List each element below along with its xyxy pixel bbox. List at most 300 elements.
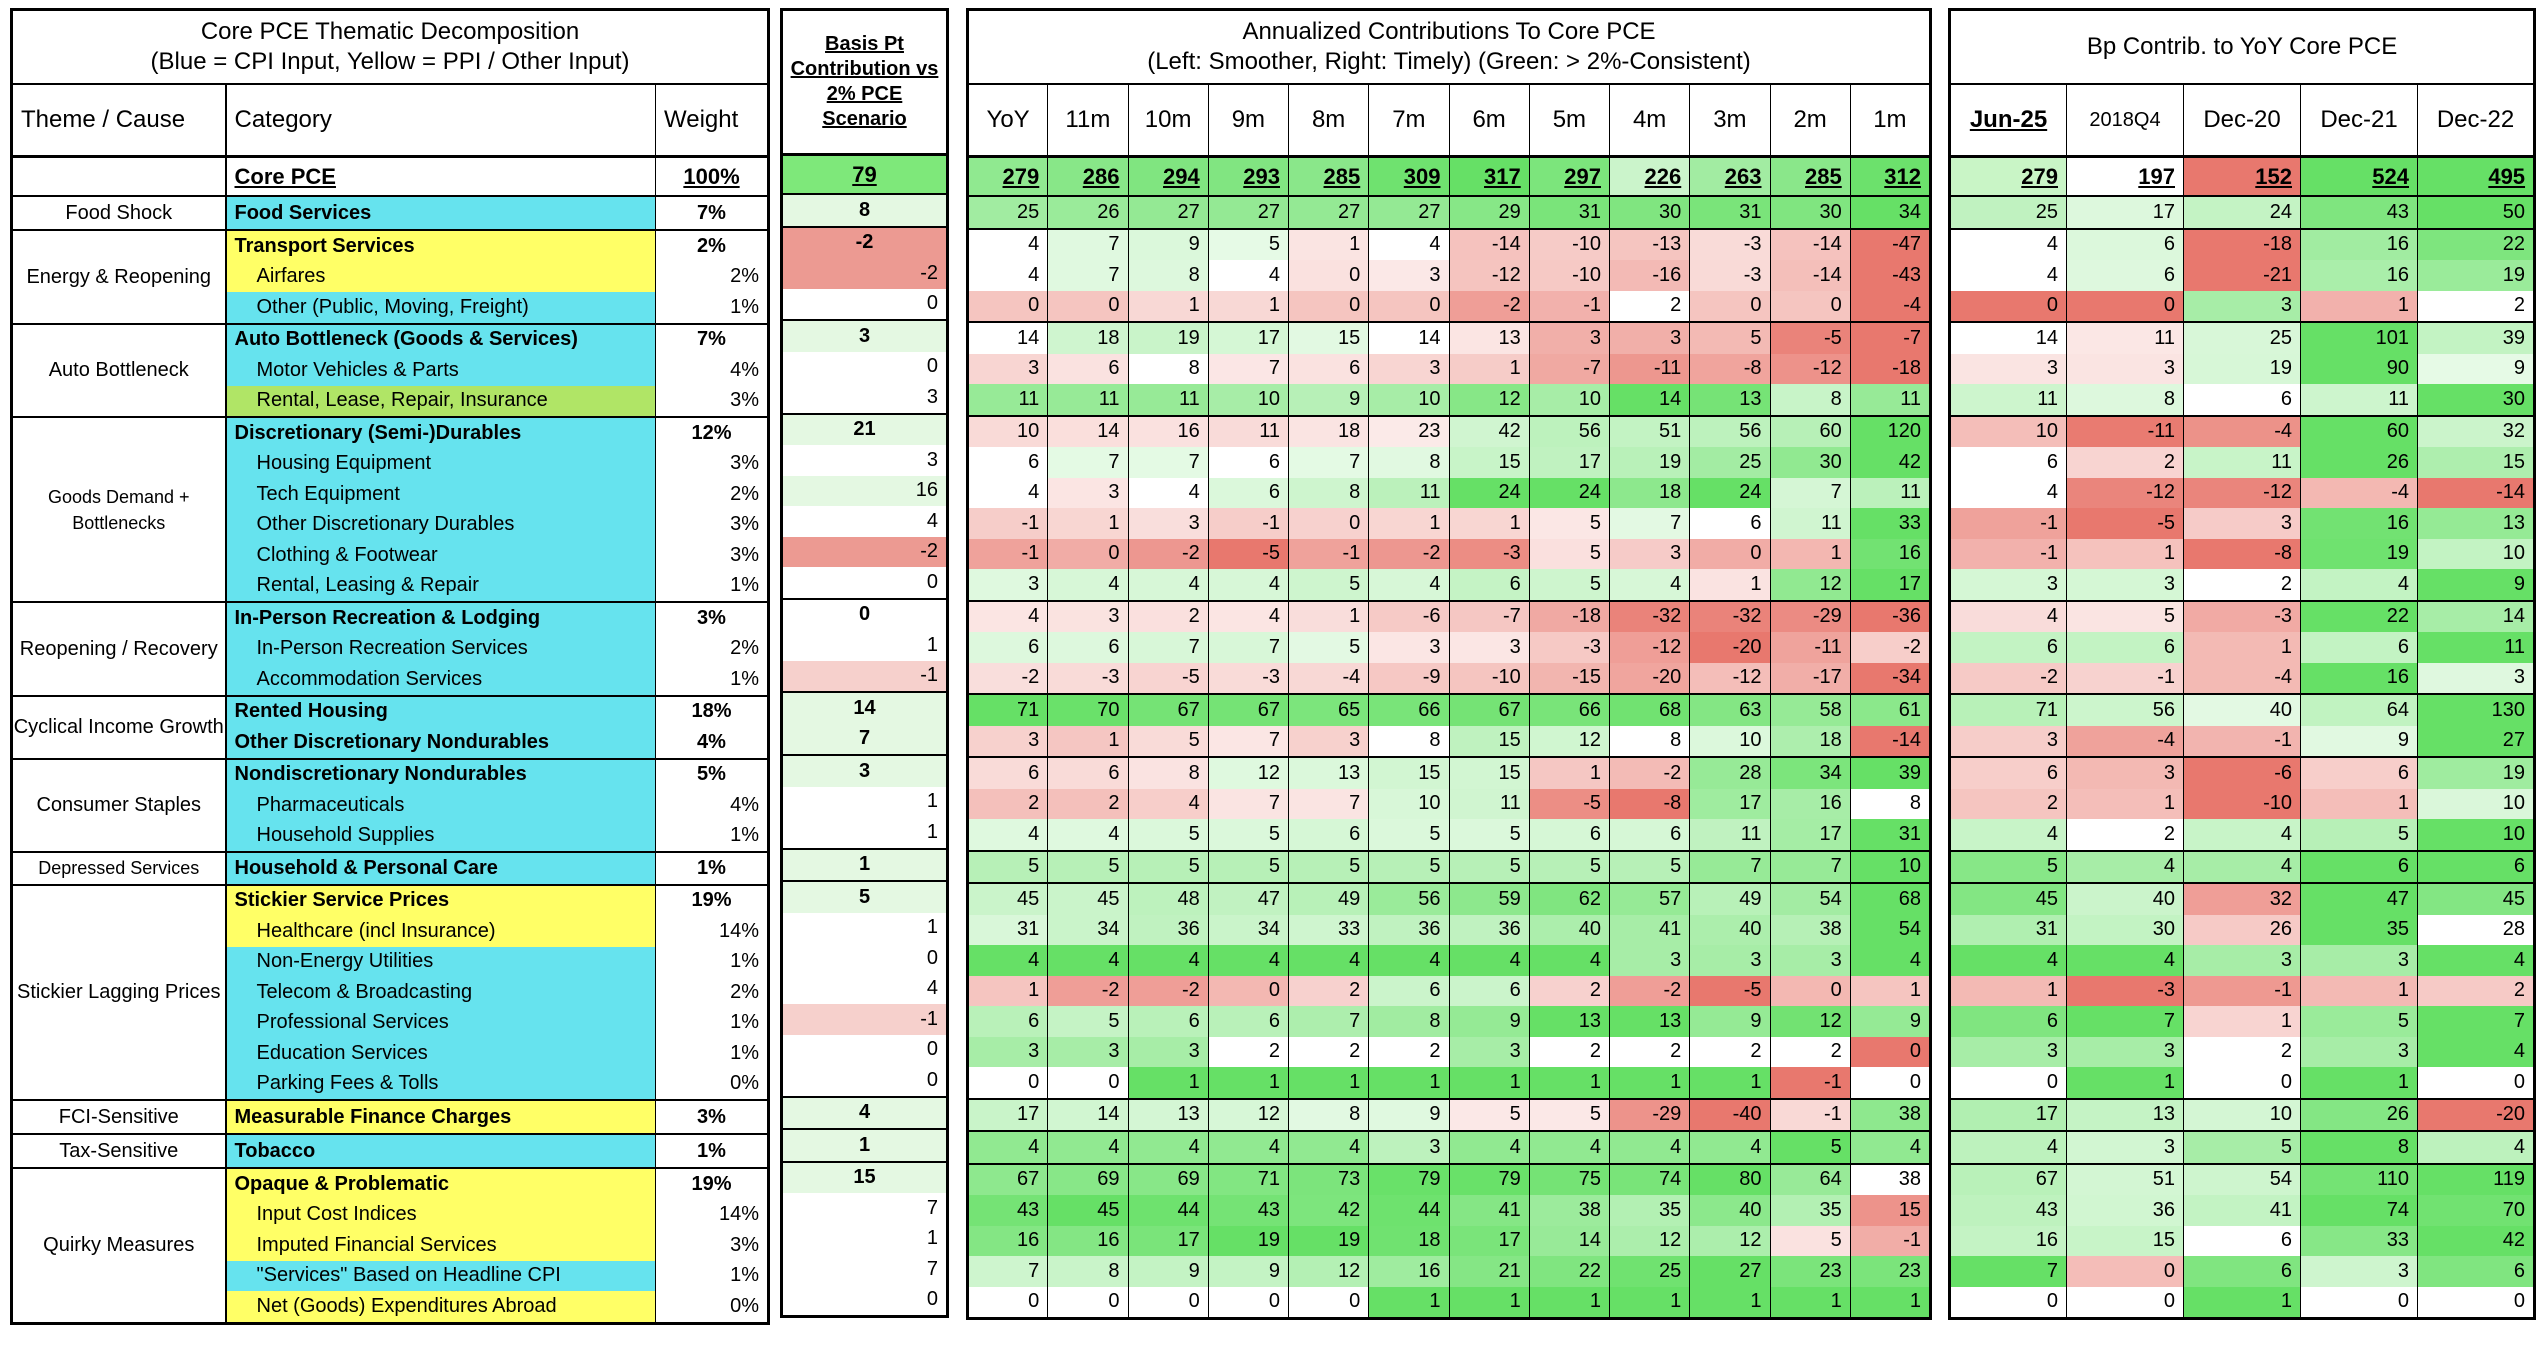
bp-value: 0 — [782, 289, 948, 321]
annualized-value: 2 — [1770, 1037, 1850, 1068]
annualized-value: -10 — [1529, 260, 1609, 291]
annualized-value: 4 — [1128, 569, 1208, 601]
yoy-value: 0 — [1950, 1067, 2067, 1099]
annualized-value: 6 — [1048, 632, 1128, 663]
annualized-value: 79 — [1449, 1164, 1529, 1196]
annualized-value: 5 — [1128, 726, 1208, 758]
annualized-row — [968, 976, 1931, 1007]
category-name: Stickier Service Prices — [226, 885, 656, 917]
annualized-value: 54 — [1850, 915, 1930, 946]
yoy-value: 6 — [1950, 632, 2067, 663]
annualized-value: -2 — [1128, 539, 1208, 570]
annualized-value: -8 — [1690, 354, 1770, 385]
category-panel — [10, 8, 770, 1325]
yoy-row — [1950, 229, 2535, 261]
annualized-row — [968, 1195, 1931, 1226]
annualized-value: 4 — [968, 819, 1048, 851]
bp-row — [782, 849, 948, 882]
bp-row — [782, 1097, 948, 1130]
annualized-value: 12 — [1208, 1099, 1288, 1132]
yoy-value: 3 — [2184, 945, 2301, 976]
annualized-value: -18 — [1850, 354, 1930, 385]
annualized-row — [968, 1287, 1931, 1319]
annualized-value: 8 — [1770, 384, 1850, 416]
annualized-value: 24 — [1449, 478, 1529, 509]
annualized-value: 34 — [1850, 196, 1930, 229]
annualized-value: 3 — [1770, 945, 1850, 976]
yoy-value: 28 — [2418, 915, 2535, 946]
yoy-value: 1 — [2184, 1006, 2301, 1037]
bp-row — [782, 1129, 948, 1162]
annualized-value: 7 — [1208, 354, 1288, 385]
annualized-value: 8 — [1128, 354, 1208, 385]
yoy-value: 10 — [2418, 789, 2535, 820]
annualized-row — [968, 663, 1931, 695]
annualized-core-value: 309 — [1369, 157, 1449, 197]
yoy-value: 56 — [2067, 694, 2184, 726]
annualized-value: 2 — [1048, 789, 1128, 820]
annualized-value: 8 — [1289, 478, 1369, 509]
yoy-value: 3 — [2067, 354, 2184, 385]
bp-value: -2 — [782, 258, 948, 289]
yoy-value: 2 — [2184, 569, 2301, 601]
annualized-value: -43 — [1850, 260, 1930, 291]
category-name: Professional Services — [226, 1008, 656, 1039]
annualized-value: 5 — [1289, 851, 1369, 884]
annualized-value: 0 — [968, 1287, 1048, 1319]
annualized-value: 11 — [968, 384, 1048, 416]
annualized-value: 4 — [1208, 569, 1288, 601]
annualized-value: -7 — [1449, 601, 1529, 633]
bp-value: 0 — [782, 1285, 948, 1317]
annualized-value: 2 — [1610, 1037, 1690, 1068]
yoy-value: -18 — [2184, 229, 2301, 261]
yoy-value: 4 — [1950, 945, 2067, 976]
yoy-value: 70 — [2418, 1195, 2535, 1226]
annualized-value: -20 — [1610, 663, 1690, 695]
annualized-value: -29 — [1770, 601, 1850, 633]
annualized-value: 56 — [1690, 416, 1770, 448]
yoy-value: 8 — [2067, 384, 2184, 416]
yoy-value: 40 — [2067, 883, 2184, 915]
annualized-value: 49 — [1289, 883, 1369, 915]
yoy-value: 6 — [2301, 757, 2418, 789]
annualized-value: 38 — [1770, 915, 1850, 946]
annualized-value: 11 — [1690, 819, 1770, 851]
category-name: Tobacco — [226, 1134, 656, 1168]
bp-contribution-panel — [780, 8, 949, 1318]
annualized-value: -14 — [1770, 229, 1850, 261]
yoy-value: 4 — [2418, 945, 2535, 976]
annualized-value: 3 — [968, 569, 1048, 601]
category-weight: 1% — [656, 1134, 769, 1168]
annualized-value: 0 — [1850, 1037, 1930, 1068]
annualized-row — [968, 478, 1931, 509]
yoy-value: 16 — [2301, 229, 2418, 261]
yoy-core-value: 197 — [2067, 157, 2184, 197]
annualized-value: 1 — [1690, 1067, 1770, 1099]
annualized-value: 34 — [1208, 915, 1288, 946]
annualized-row — [968, 1006, 1931, 1037]
annualized-value: 57 — [1610, 883, 1690, 915]
annualized-value: 4 — [968, 478, 1048, 509]
annualized-value: -1 — [1208, 508, 1288, 539]
annualized-value: 3 — [968, 726, 1048, 758]
annualized-value: 11 — [1850, 384, 1930, 416]
yoy-row — [1950, 539, 2535, 570]
annualized-value: 0 — [1208, 1287, 1288, 1319]
yoy-value: 3 — [2184, 291, 2301, 323]
annualized-row — [968, 757, 1931, 789]
theme-label — [12, 885, 226, 1101]
annualized-value: -14 — [1449, 229, 1529, 261]
category-weight: 14% — [656, 1200, 769, 1231]
annualized-value: 16 — [1770, 789, 1850, 820]
yoy-row — [1950, 726, 2535, 758]
yoy-value: 0 — [2184, 1067, 2301, 1099]
yoy-value: 1 — [2301, 1067, 2418, 1099]
category-weight: 2% — [656, 977, 769, 1008]
bp-value: -2 — [782, 227, 948, 259]
annualized-value: 1 — [1369, 508, 1449, 539]
annualized-value: 17 — [1850, 569, 1930, 601]
annualized-value: 7 — [1048, 260, 1128, 291]
annualized-value: 79 — [1369, 1164, 1449, 1196]
annualized-value: 6 — [1529, 819, 1609, 851]
theme-label-text: Depressed Services — [38, 858, 200, 879]
annualized-value: 60 — [1770, 416, 1850, 448]
annualized-column-header: 4m — [1610, 84, 1690, 157]
bp-value: 4 — [782, 506, 948, 537]
theme-label-text: Stickier Lagging Prices — [17, 981, 221, 1004]
yoy-value: 3 — [1950, 569, 2067, 601]
annualized-value: 35 — [1770, 1195, 1850, 1226]
annualized-value: 3 — [1369, 260, 1449, 291]
annualized-value: 2 — [1529, 976, 1609, 1007]
annualized-value: 10 — [968, 416, 1048, 448]
yoy-value: 1 — [2301, 976, 2418, 1007]
theme-label — [12, 1134, 226, 1168]
yoy-value: 4 — [1950, 1131, 2067, 1164]
yoy-value: 6 — [2301, 851, 2418, 884]
annualized-value: 31 — [1850, 819, 1930, 851]
annualized-value: -2 — [1449, 291, 1529, 323]
yoy-value: 51 — [2067, 1164, 2184, 1196]
annualized-value: 38 — [1850, 1099, 1930, 1132]
category-row — [12, 1134, 769, 1168]
weight-column-header: Weight — [656, 84, 769, 157]
yoy-value: 10 — [1950, 416, 2067, 448]
category-weight: 1% — [656, 1008, 769, 1039]
annualized-value: 4 — [1128, 478, 1208, 509]
annualized-row — [968, 508, 1931, 539]
annualized-value: 45 — [968, 883, 1048, 915]
annualized-value: -5 — [1690, 976, 1770, 1007]
yoy-value: 41 — [2184, 1195, 2301, 1226]
annualized-value: 7 — [1770, 478, 1850, 509]
annualized-value: 7 — [1610, 508, 1690, 539]
category-weight: 1% — [656, 1261, 769, 1292]
annualized-value: 18 — [1610, 478, 1690, 509]
annualized-value: 13 — [1289, 757, 1369, 789]
annualized-value: 11 — [1048, 384, 1128, 416]
annualized-value: 0 — [1208, 976, 1288, 1007]
annualized-value: 5 — [1529, 508, 1609, 539]
annualized-value: 4 — [1529, 1131, 1609, 1164]
annualized-value: 1 — [1369, 1287, 1449, 1319]
annualized-value: 51 — [1610, 416, 1690, 448]
theme-label-text: Goods Demand + Bottlenecks — [47, 486, 190, 533]
annualized-value: 1 — [1449, 1067, 1529, 1099]
annualized-row — [968, 851, 1931, 884]
annualized-value: 7 — [1770, 851, 1850, 884]
yoy-value: 6 — [2067, 260, 2184, 291]
category-weight: 3% — [656, 602, 769, 634]
annualized-value: 27 — [1690, 1256, 1770, 1287]
bp-value: 4 — [782, 1097, 948, 1130]
yoy-value: 6 — [2418, 851, 2535, 884]
annualized-value: 5 — [1369, 819, 1449, 851]
bp-row — [782, 476, 948, 507]
annualized-value: 27 — [1289, 196, 1369, 229]
bp-value: 15 — [782, 1162, 948, 1194]
annualized-value: 6 — [1128, 1006, 1208, 1037]
yoy-value: 32 — [2418, 416, 2535, 448]
annualized-value: 25 — [1610, 1256, 1690, 1287]
theme-label-text: FCI-Sensitive — [58, 1106, 179, 1128]
category-name: Other Discretionary Durables — [226, 510, 656, 541]
bp-row — [782, 567, 948, 599]
annualized-value: 47 — [1208, 883, 1288, 915]
yoy-value: 4 — [2067, 851, 2184, 884]
yoy-row — [1950, 945, 2535, 976]
annualized-value: 9 — [1208, 1256, 1288, 1287]
yoy-row — [1950, 819, 2535, 851]
yoy-value: 4 — [1950, 260, 2067, 291]
annualized-value: 17 — [1449, 1226, 1529, 1257]
bp-row — [782, 414, 948, 446]
yoy-value: 16 — [2301, 260, 2418, 291]
annualized-value: 24 — [1690, 478, 1770, 509]
annualized-value: 71 — [1208, 1164, 1288, 1196]
category-name: Household & Personal Care — [226, 852, 656, 885]
bp-row — [782, 661, 948, 693]
theme-label-text: Cyclical Income Growth — [13, 716, 224, 738]
bp-row — [782, 1004, 948, 1035]
annualized-value: 68 — [1610, 694, 1690, 726]
yoy-value: 0 — [2067, 291, 2184, 323]
yoy-value: 27 — [2418, 726, 2535, 758]
annualized-core-value: 317 — [1449, 157, 1529, 197]
yoy-value: 4 — [1950, 229, 2067, 261]
yoy-value: 45 — [1950, 883, 2067, 915]
yoy-value: 1 — [2067, 1067, 2184, 1099]
annualized-value: -5 — [1208, 539, 1288, 570]
category-name: Input Cost Indices — [226, 1200, 656, 1231]
yoy-value: 26 — [2301, 447, 2418, 478]
bp-row — [782, 943, 948, 974]
annualized-value: 66 — [1529, 694, 1609, 726]
yoy-value: 6 — [2184, 1256, 2301, 1287]
bp-row — [782, 227, 948, 259]
annualized-value: 14 — [968, 322, 1048, 354]
theme-label-text: Consumer Staples — [36, 794, 202, 817]
bp-row — [782, 881, 948, 913]
yoy-value: 7 — [1950, 1256, 2067, 1287]
annualized-value: -12 — [1449, 260, 1529, 291]
annualized-value: 4 — [1369, 569, 1449, 601]
annualized-value: 3 — [1449, 1037, 1529, 1068]
theme-label — [12, 602, 226, 696]
annualized-value: 35 — [1610, 1195, 1690, 1226]
bp-row — [782, 320, 948, 352]
annualized-value: 1 — [1208, 291, 1288, 323]
category-weight: 1% — [656, 947, 769, 978]
annualized-value: 3 — [1289, 726, 1369, 758]
yoy-value: 17 — [2067, 196, 2184, 229]
annualized-value: 1 — [1690, 569, 1770, 601]
bp-row — [782, 382, 948, 414]
annualized-value: 7 — [1048, 229, 1128, 261]
yoy-value: -4 — [2184, 416, 2301, 448]
yoy-value: 6 — [2184, 1226, 2301, 1257]
category-row — [12, 417, 769, 449]
annualized-value: 31 — [968, 915, 1048, 946]
annualized-title-line-1: Annualized Contributions To Core PCE — [1242, 18, 1656, 45]
yoy-value: 3 — [2301, 945, 2418, 976]
annualized-value: 5 — [1048, 1006, 1128, 1037]
yoy-value: 11 — [2067, 322, 2184, 354]
core-theme-blank — [12, 157, 226, 197]
annualized-value: 17 — [1128, 1226, 1208, 1257]
annualized-value: -2 — [1610, 976, 1690, 1007]
yoy-value: 1 — [2301, 789, 2418, 820]
yoy-value: 4 — [2418, 1131, 2535, 1164]
annualized-value: 1 — [1610, 1067, 1690, 1099]
annualized-column-header: 6m — [1449, 84, 1529, 157]
bp-row — [782, 352, 948, 383]
annualized-value: 8 — [1369, 726, 1449, 758]
annualized-core-value: 226 — [1610, 157, 1690, 197]
annualized-value: -7 — [1529, 354, 1609, 385]
annualized-value: 8 — [1128, 260, 1208, 291]
yoy-value: 7 — [2067, 1006, 2184, 1037]
yoy-row — [1950, 789, 2535, 820]
annualized-column-header: 5m — [1529, 84, 1609, 157]
yoy-row — [1950, 1006, 2535, 1037]
yoy-value: 33 — [2301, 1226, 2418, 1257]
bp-value: 0 — [782, 567, 948, 599]
category-weight: 1% — [656, 1038, 769, 1069]
yoy-value: 5 — [2184, 1131, 2301, 1164]
annualized-value: 42 — [1449, 416, 1529, 448]
annualized-value: 0 — [1048, 539, 1128, 570]
annualized-value: 0 — [1289, 508, 1369, 539]
annualized-value: 6 — [1048, 757, 1128, 789]
yoy-value: 90 — [2301, 354, 2418, 385]
bp-row — [782, 194, 948, 227]
annualized-row — [968, 539, 1931, 570]
yoy-row — [1950, 976, 2535, 1007]
category-name: Tech Equipment — [226, 479, 656, 510]
annualized-value: 7 — [1128, 632, 1208, 663]
annualized-value: 13 — [1449, 322, 1529, 354]
annualized-value: 2 — [1289, 1037, 1369, 1068]
annualized-value: 0 — [968, 1067, 1048, 1099]
annualized-value: 19 — [1610, 447, 1690, 478]
annualized-value: -16 — [1610, 260, 1690, 291]
annualized-value: 23 — [1369, 416, 1449, 448]
annualized-value: 6 — [968, 757, 1048, 789]
theme-label — [12, 1168, 226, 1323]
bp-value: 0 — [782, 352, 948, 383]
yoy-value: 16 — [1950, 1226, 2067, 1257]
category-name: Accommodation Services — [226, 664, 656, 696]
annualized-value: 70 — [1048, 694, 1128, 726]
annualized-value: 15 — [1449, 447, 1529, 478]
annualized-value: 1 — [1208, 1067, 1288, 1099]
annualized-value: 12 — [1770, 1006, 1850, 1037]
yoy-row — [1950, 851, 2535, 884]
bp-core-value: 79 — [782, 155, 948, 195]
yoy-row — [1950, 260, 2535, 291]
annualized-value: 56 — [1369, 883, 1449, 915]
theme-label — [12, 1100, 226, 1134]
annualized-column-header: 11m — [1048, 84, 1128, 157]
theme-column-header: Theme / Cause — [12, 84, 226, 157]
annualized-row — [968, 384, 1931, 416]
bp-row — [782, 1285, 948, 1317]
annualized-value: 17 — [1529, 447, 1609, 478]
theme-label — [12, 852, 226, 885]
category-weight: 3% — [656, 1100, 769, 1134]
yoy-value: 6 — [1950, 1006, 2067, 1037]
annualized-core-value: 286 — [1048, 157, 1128, 197]
annualized-value: 19 — [1208, 1226, 1288, 1257]
annualized-value: 3 — [1128, 1037, 1208, 1068]
annualized-value: -11 — [1610, 354, 1690, 385]
annualized-value: 1 — [1048, 726, 1128, 758]
annualized-value: 10 — [1690, 726, 1770, 758]
annualized-core-value: 293 — [1208, 157, 1288, 197]
annualized-value: 13 — [1529, 1006, 1609, 1037]
annualized-value: -11 — [1770, 632, 1850, 663]
yoy-value: -6 — [2184, 757, 2301, 789]
annualized-value: -3 — [1690, 260, 1770, 291]
annualized-value: 62 — [1529, 883, 1609, 915]
category-row — [12, 196, 769, 230]
annualized-value: 5 — [1369, 851, 1449, 884]
annualized-value: 1 — [1128, 291, 1208, 323]
annualized-value: -10 — [1529, 229, 1609, 261]
bp-value: 1 — [782, 913, 948, 944]
yoy-value: 6 — [2067, 632, 2184, 663]
annualized-value: 73 — [1289, 1164, 1369, 1196]
annualized-value: 9 — [1128, 1256, 1208, 1287]
annualized-value: 14 — [1610, 384, 1690, 416]
annualized-value: 44 — [1128, 1195, 1208, 1226]
category-weight: 1% — [656, 821, 769, 853]
annualized-value: 0 — [1690, 539, 1770, 570]
yoy-value: 4 — [2301, 569, 2418, 601]
annualized-row — [968, 1256, 1931, 1287]
yoy-value: 7 — [2418, 1006, 2535, 1037]
annualized-value: 11 — [1369, 478, 1449, 509]
annualized-value: -3 — [1449, 539, 1529, 570]
annualized-row — [968, 945, 1931, 976]
category-row — [12, 1100, 769, 1134]
yoy-row — [1950, 1037, 2535, 1068]
